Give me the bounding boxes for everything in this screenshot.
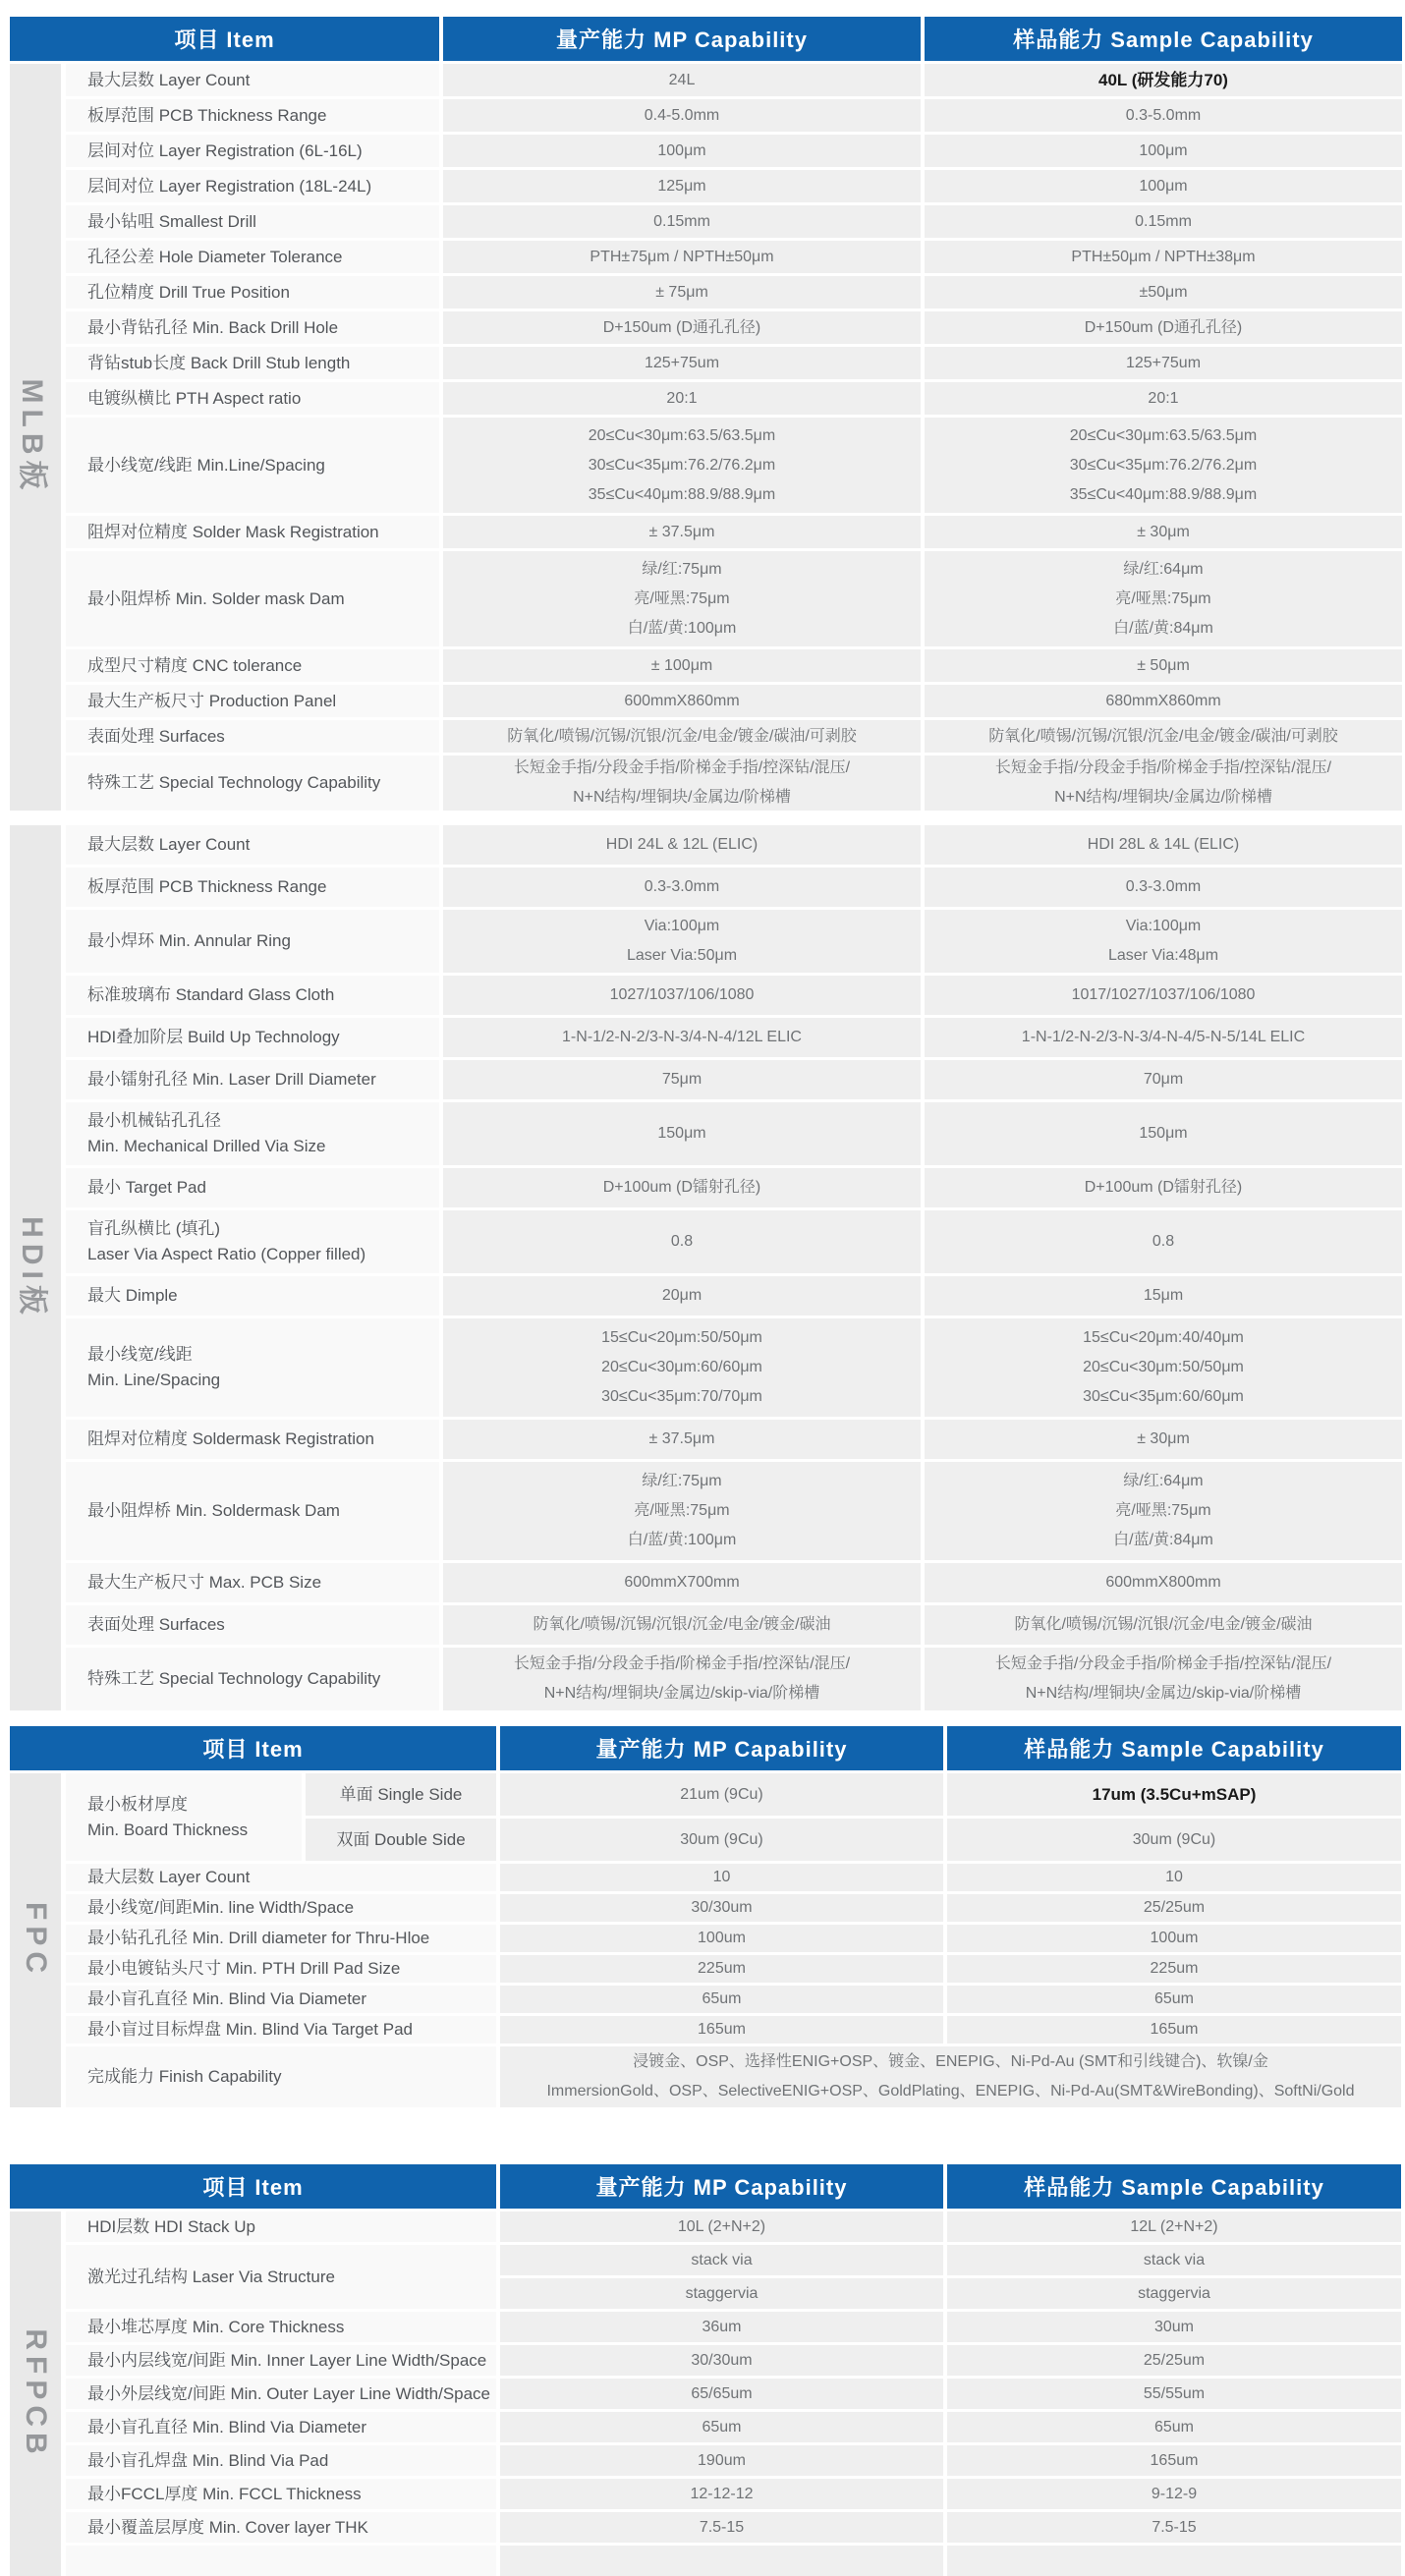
table-row [66, 1276, 1402, 1316]
sample-capability-value: D+150um (D通孔孔径) [925, 311, 1402, 344]
mp-capability-value: 75μm [443, 1060, 921, 1099]
mp-capability-value: 30um (9Cu) [500, 1819, 943, 1861]
item-label: 激光过孔结构 Laser Via Structure [66, 2245, 496, 2309]
table-row [66, 1894, 1402, 1922]
item-label: 成型尺寸精度 CNC tolerance [66, 649, 439, 682]
sample-capability-value: PTH±50μm / NPTH±38μm [925, 241, 1402, 273]
item-label: 最小背钻孔径 Min. Back Drill Hole [66, 311, 439, 344]
table-row [66, 756, 1402, 811]
sample-capability-value: 长短金手指/分段金手指/阶梯金手指/控深钻/混压/ N+N结构/埋铜块/金属边/skip-via/阶梯槽 [925, 1648, 1402, 1710]
table-row [66, 2345, 1402, 2376]
mp-capability-value: 600mmX860mm [443, 685, 921, 717]
group-sub-rows [306, 1773, 1401, 1861]
item-label: 最小盲过目标焊盘 Min. Blind Via Target Pad [66, 2016, 496, 2044]
item-label: 最小盲孔焊盘 Min. Blind Via Pad [66, 2445, 496, 2476]
sample-capability-value: 25/25um [947, 2345, 1401, 2376]
item-label [66, 2546, 496, 2576]
item-label: 最小镭射孔径 Min. Laser Drill Diameter [66, 1060, 439, 1099]
sample-capability-value: 12L (2+N+2) [947, 2212, 1401, 2242]
sample-capability-value: 680mmX860mm [925, 685, 1402, 717]
item-label: 阻焊对位精度 Solder Mask Registration [66, 516, 439, 548]
mp-capability-value: 600mmX700mm [443, 1563, 921, 1602]
table-row-stacked [66, 2245, 1402, 2309]
mp-capability-value: 1027/1037/106/1080 [443, 976, 921, 1015]
item-label: 最小 Target Pad [66, 1168, 439, 1207]
sample-capability-value: 0.15mm [925, 205, 1402, 238]
table-row [66, 2312, 1402, 2342]
item-label: 最大层数 Layer Count [66, 825, 439, 865]
table-row [66, 1955, 1402, 1983]
mp-capability-value: PTH±75μm / NPTH±50μm [443, 241, 921, 273]
item-label: 最小焊环 Min. Annular Ring [66, 910, 439, 973]
table-row [66, 1986, 1402, 2013]
section-side-label: HDI板 [16, 1215, 48, 1320]
mp-capability-value: 65/65um [500, 2379, 943, 2409]
table-row [66, 1462, 1402, 1560]
sample-capability-value: ±50μm [925, 276, 1402, 308]
item-label: 最大生产板尺寸 Production Panel [66, 685, 439, 717]
table-row [66, 1563, 1402, 1602]
item-label: 背钻stub长度 Back Drill Stub length [66, 347, 439, 379]
mp-capability-value: 20:1 [443, 382, 921, 415]
table-row [66, 2016, 1402, 2044]
table-row [66, 170, 1402, 202]
table-row [66, 1318, 1402, 1417]
table-row [66, 205, 1402, 238]
item-label: 最小线宽/线距 Min. Line/Spacing [66, 1318, 439, 1417]
mp-capability-value [500, 2546, 943, 2576]
mp-capability-value: 7.5-15 [500, 2512, 943, 2543]
sample-capability-value: 20:1 [925, 382, 1402, 415]
section-side-label: FPC [20, 1902, 52, 1979]
sample-capability-value: 100μm [925, 135, 1402, 167]
mp-capability-value: 绿/红:75μm 亮/哑黑:75μm 白/蓝/黄:100μm [443, 551, 921, 646]
table-row [66, 1102, 1402, 1165]
mp-capability-value: 0.4-5.0mm [443, 99, 921, 132]
table-row [66, 347, 1402, 379]
capability-table-fpc [10, 1726, 1402, 2107]
mp-capability-value: 防氧化/喷锡/沉锡/沉银/沉金/电金/镀金/碳油/可剥胶 [443, 720, 921, 753]
table-row [66, 649, 1402, 682]
table-section [10, 64, 1402, 811]
mp-capability-value: 24L [443, 64, 921, 96]
sample-capability-value: 0.3-5.0mm [925, 99, 1402, 132]
sample-capability-value: D+100um (D镭射孔径) [925, 1168, 1402, 1207]
item-label: 最小盲孔直径 Min. Blind Via Diameter [66, 2412, 496, 2442]
mp-capability-value: 10L (2+N+2) [500, 2212, 943, 2242]
item-label: 最小机械钻孔孔径 Min. Mechanical Drilled Via Size [66, 1102, 439, 1165]
sample-capability-value: 225um [947, 1955, 1401, 1983]
mp-capability-value: 20μm [443, 1276, 921, 1316]
item-label: 特殊工艺 Special Technology Capability [66, 1648, 439, 1710]
sample-capability-value: 30um [947, 2312, 1401, 2342]
mp-capability-value: ± 100μm [443, 649, 921, 682]
capability-table-rfpcb [10, 2164, 1402, 2576]
mp-capability-value: 10 [500, 1864, 943, 1891]
mp-capability-value: 15≤Cu<20μm:50/50μm 20≤Cu<30μm:60/60μm 30≤Cu<35μm:70/70μm [443, 1318, 921, 1417]
mp-capability-value: D+100um (D镭射孔径) [443, 1168, 921, 1207]
item-label: HDI叠加阶层 Build Up Technology [66, 1018, 439, 1057]
sample-capability-value: 55/55um [947, 2379, 1401, 2409]
sample-capability-value: 防氧化/喷锡/沉锡/沉银/沉金/电金/镀金/碳油/可剥胶 [925, 720, 1402, 753]
item-label: 最小线宽/线距 Min.Line/Spacing [66, 418, 439, 513]
mp-capability-value: 30/30um [500, 1894, 943, 1922]
sample-capability-value: 70μm [925, 1060, 1402, 1099]
table-row [66, 1925, 1402, 1952]
table-header-row [10, 2164, 1402, 2209]
table-sub-row [306, 1819, 1401, 1861]
table-row-partial [66, 2546, 1402, 2576]
table-row [66, 2479, 1402, 2509]
table-row [66, 99, 1402, 132]
mp-capability-value: 65um [500, 1986, 943, 2013]
table-row [66, 825, 1402, 865]
item-label: 板厚范围 PCB Thickness Range [66, 99, 439, 132]
mp-capability-value: 190um [500, 2445, 943, 2476]
table-row [66, 418, 1402, 513]
sample-capability-value: 65um [947, 1986, 1401, 2013]
mp-capability-value: ± 37.5μm [443, 1420, 921, 1459]
table-row [66, 2412, 1402, 2442]
table-row [66, 720, 1402, 753]
table-row [66, 1018, 1402, 1057]
item-label: 最大生产板尺寸 Max. PCB Size [66, 1563, 439, 1602]
sample-capability-value: 25/25um [947, 1894, 1401, 1922]
item-label: 表面处理 Surfaces [66, 1605, 439, 1645]
mp-capability-value: 100μm [443, 135, 921, 167]
item-label: 最大层数 Layer Count [66, 1864, 496, 1891]
sample-capability-value: 绿/红:64μm 亮/哑黑:75μm 白/蓝/黄:84μm [925, 1462, 1402, 1560]
column-header-mp-capability: 量产能力 MP Capability [500, 1726, 943, 1770]
table-header-row [10, 17, 1402, 61]
table-section [10, 1773, 1402, 2107]
mp-capability-value: 150μm [443, 1102, 921, 1165]
section-rows [66, 1773, 1402, 2107]
table-header-row [10, 1726, 1402, 1770]
sample-capability-value: 长短金手指/分段金手指/阶梯金手指/控深钻/混压/ N+N结构/埋铜块/金属边/阶梯槽 [925, 756, 1402, 811]
sample-capability-value: HDI 28L & 14L (ELIC) [925, 825, 1402, 865]
sample-capability-value: ± 50μm [925, 649, 1402, 682]
table-sub-row [306, 1773, 1401, 1816]
sample-capability-value: 9-12-9 [947, 2479, 1401, 2509]
mp-capability-value: HDI 24L & 12L (ELIC) [443, 825, 921, 865]
table-row [66, 1864, 1402, 1891]
item-label: HDI层数 HDI Stack Up [66, 2212, 496, 2242]
mp-capability-value: 100um [500, 1925, 943, 1952]
table-row [66, 2379, 1402, 2409]
table-row [66, 910, 1402, 973]
mp-capability-value: 20≤Cu<30μm:63.5/63.5μm 30≤Cu<35μm:76.2/76.2μm 35≤Cu<40μm:88.9/88.9μm [443, 418, 921, 513]
section-side-strip [10, 2212, 61, 2576]
table-row [66, 2212, 1402, 2242]
sample-capability-value: 7.5-15 [947, 2512, 1401, 2543]
sample-capability-value: 1017/1027/1037/106/1080 [925, 976, 1402, 1015]
mp-capability-value: 36um [500, 2312, 943, 2342]
table-row [66, 1605, 1402, 1645]
capability-table-mlb-hdi [10, 17, 1402, 1710]
item-sub-label: 双面 Double Side [306, 1819, 496, 1861]
mp-capability-value: 1-N-1/2-N-2/3-N-3/4-N-4/12L ELIC [443, 1018, 921, 1057]
item-label: 最小盲孔直径 Min. Blind Via Diameter [66, 1986, 496, 2013]
item-label: 层间对位 Layer Registration (18L-24L) [66, 170, 439, 202]
sample-capability-value: 防氧化/喷锡/沉锡/沉银/沉金/电金/镀金/碳油 [925, 1605, 1402, 1645]
mp-capability-value: staggervia [500, 2278, 943, 2309]
item-label: 孔位精度 Drill True Position [66, 276, 439, 308]
section-side-label: MLB板 [16, 378, 48, 496]
column-header-item: 项目 Item [10, 2164, 496, 2209]
sample-capability-value: 165um [947, 2445, 1401, 2476]
sample-capability-value: 65um [947, 2412, 1401, 2442]
section-side-strip [10, 64, 61, 811]
column-header-sample-capability: 样品能力 Sample Capability [925, 17, 1402, 61]
finish-capability-value: 浸镀金、OSP、选择性ENIG+OSP、镀金、ENEPIG、Ni-Pd-Au (SMT和引线键合)、软镍/金 ImmersionGold、OSP、SelectiveENIG+OSP、GoldPlating、ENEPIG、Ni-Pd-Au(SMT&WireBonding)、SoftNi/Gold [500, 2046, 1401, 2107]
mp-capability-value: 长短金手指/分段金手指/阶梯金手指/控深钻/混压/ N+N结构/埋铜块/金属边/skip-via/阶梯槽 [443, 1648, 921, 1710]
item-label: 最小钻咀 Smallest Drill [66, 205, 439, 238]
sample-capability-value: 40L (研发能力70) [925, 64, 1402, 96]
item-label: 特殊工艺 Special Technology Capability [66, 756, 439, 811]
mp-stacked-values [500, 2245, 943, 2309]
item-label: 最小外层线宽/间距 Min. Outer Layer Line Width/Space [66, 2379, 496, 2409]
mp-capability-value: 长短金手指/分段金手指/阶梯金手指/控深钻/混压/ N+N结构/埋铜块/金属边/阶梯槽 [443, 756, 921, 811]
table-row [66, 311, 1402, 344]
sample-capability-value: 20≤Cu<30μm:63.5/63.5μm 30≤Cu<35μm:76.2/76.2μm 35≤Cu<40μm:88.9/88.9μm [925, 418, 1402, 513]
table-row [66, 241, 1402, 273]
item-label: 最小阻焊桥 Min. Soldermask Dam [66, 1462, 439, 1560]
table-row [66, 1648, 1402, 1710]
mp-capability-value: 125μm [443, 170, 921, 202]
sample-capability-value: stack via [947, 2245, 1401, 2275]
mp-capability-value: 0.15mm [443, 205, 921, 238]
mp-capability-value: ± 37.5μm [443, 516, 921, 548]
item-label: 板厚范围 PCB Thickness Range [66, 868, 439, 907]
sample-capability-value: 100um [947, 1925, 1401, 1952]
table-row-span [66, 2046, 1402, 2107]
column-header-sample-capability: 样品能力 Sample Capability [947, 2164, 1401, 2209]
sample-capability-value: 100μm [925, 170, 1402, 202]
column-header-item: 项目 Item [10, 17, 439, 61]
sample-capability-value: staggervia [947, 2278, 1401, 2309]
table-row-group [66, 1773, 1402, 1861]
table-row [66, 868, 1402, 907]
section-side-label: RFPCB [20, 2327, 52, 2460]
table-row [66, 382, 1402, 415]
column-header-mp-capability: 量产能力 MP Capability [443, 17, 921, 61]
item-sub-label: 单面 Single Side [306, 1773, 496, 1816]
item-label: 最小覆盖层厚度 Min. Cover layer THK [66, 2512, 496, 2543]
table-row [66, 551, 1402, 646]
sample-capability-value: 0.3-3.0mm [925, 868, 1402, 907]
table-row [66, 135, 1402, 167]
item-label: 最小线宽/间距Min. line Width/Space [66, 1894, 496, 1922]
sample-capability-value: 165um [947, 2016, 1401, 2044]
item-label: 孔径公差 Hole Diameter Tolerance [66, 241, 439, 273]
table-row [66, 2512, 1402, 2543]
mp-capability-value: 30/30um [500, 2345, 943, 2376]
section-rows [66, 64, 1402, 811]
sample-capability-value: 30um (9Cu) [947, 1819, 1401, 1861]
column-header-mp-capability: 量产能力 MP Capability [500, 2164, 943, 2209]
table-row [66, 976, 1402, 1015]
column-header-item: 项目 Item [10, 1726, 496, 1770]
sample-capability-value: 600mmX800mm [925, 1563, 1402, 1602]
item-label: 完成能力 Finish Capability [66, 2046, 496, 2107]
sample-stacked-values [947, 2245, 1401, 2309]
table-row [66, 516, 1402, 548]
item-label: 最小电镀钻头尺寸 Min. PTH Drill Pad Size [66, 1955, 496, 1983]
sample-capability-value: ± 30μm [925, 516, 1402, 548]
sample-capability-value: Via:100μm Laser Via:48μm [925, 910, 1402, 973]
sample-capability-value: 15≤Cu<20μm:40/40μm 20≤Cu<30μm:50/50μm 30≤Cu<35μm:60/60μm [925, 1318, 1402, 1417]
item-label: 最大 Dimple [66, 1276, 439, 1316]
table-row [66, 1060, 1402, 1099]
mp-capability-value: 绿/红:75μm 亮/哑黑:75μm 白/蓝/黄:100μm [443, 1462, 921, 1560]
section-side-strip [10, 1773, 61, 2107]
item-label: 盲孔纵横比 (填孔) Laser Via Aspect Ratio (Copper filled) [66, 1210, 439, 1273]
table-section [10, 2212, 1402, 2576]
sample-capability-value [947, 2546, 1401, 2576]
item-label: 阻焊对位精度 Soldermask Registration [66, 1420, 439, 1459]
mp-capability-value: D+150um (D通孔孔径) [443, 311, 921, 344]
item-label: 最小内层线宽/间距 Min. Inner Layer Line Width/Space [66, 2345, 496, 2376]
item-label: 层间对位 Layer Registration (6L-16L) [66, 135, 439, 167]
table-row [66, 1420, 1402, 1459]
mp-capability-value: 0.8 [443, 1210, 921, 1273]
table-row [66, 276, 1402, 308]
table-row [66, 1168, 1402, 1207]
mp-capability-value: 防氧化/喷锡/沉锡/沉银/沉金/电金/镀金/碳油 [443, 1605, 921, 1645]
mp-capability-value: 225um [500, 1955, 943, 1983]
item-label: 标准玻璃布 Standard Glass Cloth [66, 976, 439, 1015]
item-label: 最小板材厚度 Min. Board Thickness [66, 1773, 302, 1861]
item-label: 最大层数 Layer Count [66, 64, 439, 96]
table-section [10, 825, 1402, 1710]
sample-capability-value: 1-N-1/2-N-2/3-N-3/4-N-4/5-N-5/14L ELIC [925, 1018, 1402, 1057]
table-row [66, 2445, 1402, 2476]
mp-capability-value: 0.3-3.0mm [443, 868, 921, 907]
item-label: 最小钻孔孔径 Min. Drill diameter for Thru-Hloe [66, 1925, 496, 1952]
sample-capability-value: ± 30μm [925, 1420, 1402, 1459]
sample-capability-value: 150μm [925, 1102, 1402, 1165]
section-rows [66, 825, 1402, 1710]
sample-capability-value: 125+75um [925, 347, 1402, 379]
mp-capability-value: 125+75um [443, 347, 921, 379]
item-label: 电镀纵横比 PTH Aspect ratio [66, 382, 439, 415]
sample-capability-value: 17um (3.5Cu+mSAP) [947, 1773, 1401, 1816]
table-row [66, 64, 1402, 96]
item-label: 表面处理 Surfaces [66, 720, 439, 753]
sample-capability-value: 0.8 [925, 1210, 1402, 1273]
sample-capability-value: 10 [947, 1864, 1401, 1891]
sample-capability-value: 绿/红:64μm 亮/哑黑:75μm 白/蓝/黄:84μm [925, 551, 1402, 646]
sample-capability-value: 15μm [925, 1276, 1402, 1316]
mp-capability-value: stack via [500, 2245, 943, 2275]
item-label: 最小阻焊桥 Min. Solder mask Dam [66, 551, 439, 646]
mp-capability-value: 165um [500, 2016, 943, 2044]
mp-capability-value: 12-12-12 [500, 2479, 943, 2509]
table-row [66, 685, 1402, 717]
mp-capability-value: Via:100μm Laser Via:50μm [443, 910, 921, 973]
item-label: 最小堆芯厚度 Min. Core Thickness [66, 2312, 496, 2342]
section-side-strip [10, 825, 61, 1710]
mp-capability-value: ± 75μm [443, 276, 921, 308]
table-row [66, 1210, 1402, 1273]
section-rows [66, 2212, 1402, 2576]
mp-capability-value: 21um (9Cu) [500, 1773, 943, 1816]
item-label: 最小FCCL厚度 Min. FCCL Thickness [66, 2479, 496, 2509]
column-header-sample-capability: 样品能力 Sample Capability [947, 1726, 1401, 1770]
mp-capability-value: 65um [500, 2412, 943, 2442]
